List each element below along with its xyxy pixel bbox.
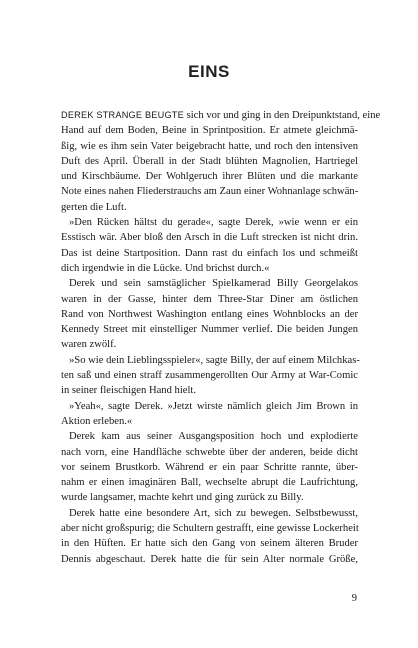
chapter-title: EINS [188,62,230,81]
line-text: Hand auf dem Boden, Beine in Sprintposition. Er atmete gleichmä- [61,125,358,137]
line-text: nahm er einen imaginären Ball, wechselte abrupt die Laufrichtung, [61,477,358,489]
text-line [61,460,358,475]
line-text: Esstisch wär. Aber bloß den Arsch in die Luft strecken ist nicht drin. [61,232,358,244]
text-line [61,414,358,429]
line-text: dich irgendwie in die Lücke. Und brichst durch.« [61,262,270,274]
line-text: Derek und sein samstäglicher Spielkamerad Billy Georgelakos [69,278,358,290]
text-line [61,521,358,536]
line-text: nach vorn, eine Handfläche schwebte über der anderen, beide dicht [61,446,358,458]
text-line [61,154,358,169]
text-line [61,429,358,444]
text-line [61,169,358,184]
line-text: sich vor und ging in den Dreipunktstand, eine [183,110,381,121]
line-text: ßig, wie es ihm sein Vater beigebracht hatte, und roch den intensiven [61,140,358,152]
line-text: Note eines nahen Fliederstrauchs am Zaun einer Wohnanlage schwän- [61,186,359,198]
line-text: gerten die Luft. [61,201,127,213]
text-line [61,184,358,199]
text-line [61,536,358,551]
line-text: in den Hüften. Er hatte sich den Gang von seinem älteren Bruder [61,538,358,550]
text-line [61,139,358,154]
chapter-opening-smallcaps: DEREK STRANGE BEUGTE [61,110,184,120]
line-text: Duft des April. Überall in der Stadt blühten Magnolien, Hartriegel [61,155,358,167]
line-text: »So wie dein Lieblingsspieler«, sagte Billy, der auf einem Milchkas- [69,354,360,366]
line-text: Derek kam aus seiner Ausgangsposition hoch und explodierte [69,431,358,443]
text-line [61,108,381,123]
line-text: Kennedy Street mit einstelliger Nummer verlief. Die beiden Jungen [61,324,358,336]
line-text: aber nicht großspurig; die Schultern gestrafft, eine gewisse Lockerheit [61,523,359,535]
text-line [61,292,358,307]
text-line [61,276,358,291]
text-line [61,337,358,352]
text-line [61,322,358,337]
text-line [61,230,358,245]
line-text: ten saß und einen straff zusammengerollten Our Army at War-Comic [61,370,358,382]
line-text: »Den Rücken hältst du gerade«, sagte Derek, »wie wenn er ein [69,217,358,229]
text-line [61,261,358,276]
line-text: waren in der Gasse, hinter dem Three-Star Diner am östlichen [61,293,358,305]
line-text: Aktion erleben.« [61,415,133,427]
line-text: Rand von Northwest Washington entlang eines Wohnblocks an der [61,308,358,320]
text-line [61,552,358,567]
line-text: Dennis abgeschaut. Derek hatte die für sein Alter normale Größe, [61,553,358,565]
page-number: 9 [351,593,357,604]
text-line [61,353,358,368]
line-text: vor seinem Brustkorb. Während er ein paar Schritte rannte, über- [61,461,358,473]
text-line [61,246,358,261]
line-text: Derek hatte eine besondere Art, sich zu bewegen. Selbstbewusst, [69,507,358,519]
line-text: Das ist deine Startposition. Dann rast du einfach los und schmeißt [61,247,358,259]
body-text [61,108,381,567]
line-text: »Yeah«, sagte Derek. »Jetzt wirste nämlich gleich Jim Brown in [69,400,358,412]
line-text: waren zwölf. [61,339,117,351]
text-line [61,200,358,215]
line-text: wurde langsamer, machte kehrt und ging zurück zu Billy. [61,492,304,504]
text-line [61,368,358,383]
text-line [61,399,358,414]
text-line [61,383,358,398]
text-line [61,490,358,505]
text-line [61,445,358,460]
text-line [61,506,358,521]
text-line [61,123,358,138]
text-line [61,307,358,322]
text-line [61,215,358,230]
line-text: in seiner fleischigen Hand hielt. [61,385,197,397]
text-line [61,475,358,490]
line-text: und Kirschbäume. Der Wohlgeruch ihrer Blüten und die markante [61,171,358,183]
